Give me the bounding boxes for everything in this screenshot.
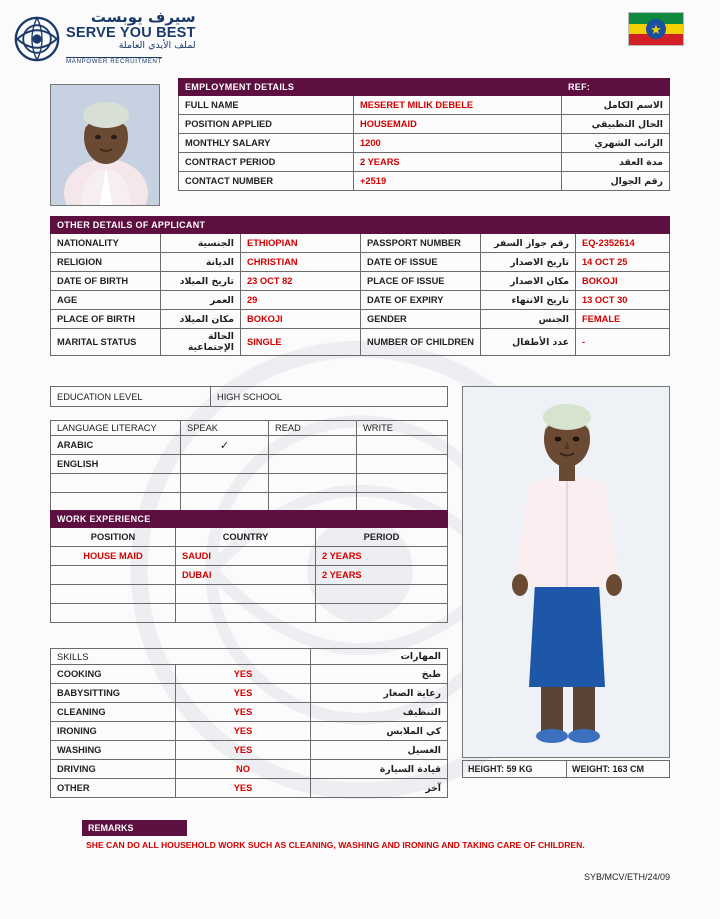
row-label: DATE OF ISSUE bbox=[361, 253, 481, 272]
language-literacy-section bbox=[50, 420, 448, 512]
row-label: PLACE OF BIRTH bbox=[51, 310, 161, 329]
work-period: 2 YEARS bbox=[316, 566, 448, 585]
row-label: CONTRACT PERIOD bbox=[179, 153, 354, 172]
row-value: 23 OCT 82 bbox=[241, 272, 361, 291]
skill-arabic: طبخ bbox=[311, 665, 448, 684]
skills-section bbox=[50, 648, 448, 798]
row-label: RELIGION bbox=[51, 253, 161, 272]
row-arabic: مكان الاصدار bbox=[481, 272, 576, 291]
row-label: GENDER bbox=[361, 310, 481, 329]
skill-value: YES bbox=[176, 684, 311, 703]
education-row bbox=[51, 387, 448, 407]
row-label: DATE OF BIRTH bbox=[51, 272, 161, 291]
row-arabic: تاريخ الانتهاء bbox=[481, 291, 576, 310]
education-band-title: EDUCATION LEVEL bbox=[51, 387, 211, 407]
language-name: ENGLISH bbox=[51, 455, 181, 474]
table-row bbox=[51, 665, 448, 684]
language-write-mark bbox=[357, 493, 448, 512]
measurements-table bbox=[462, 760, 670, 778]
language-speak-mark bbox=[181, 493, 269, 512]
language-write-mark bbox=[357, 474, 448, 493]
row-value: EQ-2352614 bbox=[576, 234, 670, 253]
row-value: FEMALE bbox=[576, 310, 670, 329]
table-row bbox=[51, 547, 448, 566]
table-row bbox=[51, 329, 670, 356]
company-tagline: MANPOWER RECRUITMENT bbox=[66, 57, 162, 65]
language-read-mark bbox=[269, 455, 357, 474]
remarks-text: SHE CAN DO ALL HOUSEHOLD WORK SUCH AS CLEANING, WASHING AND IRONING AND TAKING CARE OF CHILDREN. bbox=[86, 840, 585, 850]
employment-details-table bbox=[178, 78, 670, 191]
employment-details-section bbox=[178, 78, 670, 191]
language-band-row bbox=[51, 421, 448, 436]
work-experience-section bbox=[50, 510, 448, 623]
table-row bbox=[51, 436, 448, 455]
row-arabic: تاريخ الميلاد bbox=[161, 272, 241, 291]
row-label: FULL NAME bbox=[179, 96, 354, 115]
document-reference: SYB/MCV/ETH/24/09 bbox=[583, 872, 670, 882]
table-row bbox=[51, 585, 448, 604]
table-row bbox=[51, 703, 448, 722]
skill-value: YES bbox=[176, 703, 311, 722]
language-col-speak: SPEAK bbox=[181, 421, 269, 436]
education-section bbox=[50, 386, 448, 407]
table-row bbox=[179, 96, 670, 115]
row-label: POSITION APPLIED bbox=[179, 115, 354, 134]
work-position bbox=[51, 566, 176, 585]
language-band-title: LANGUAGE LITERACY bbox=[51, 421, 181, 436]
skill-arabic: قيادة السيارة bbox=[311, 760, 448, 779]
skill-name: WASHING bbox=[51, 741, 176, 760]
language-col-read: READ bbox=[269, 421, 357, 436]
row-arabic: الراتب الشهري bbox=[562, 134, 670, 153]
company-subtitle-arabic: لملف الأيدي العاملة bbox=[118, 39, 196, 51]
language-name bbox=[51, 474, 181, 493]
row-label: AGE bbox=[51, 291, 161, 310]
language-read-mark bbox=[269, 493, 357, 512]
row-value: ETHIOPIAN bbox=[241, 234, 361, 253]
table-row bbox=[51, 253, 670, 272]
employment-band-row bbox=[179, 79, 670, 96]
skills-band-title-arabic: المهارات bbox=[311, 649, 448, 665]
row-value: CHRISTIAN bbox=[241, 253, 361, 272]
table-row bbox=[51, 455, 448, 474]
table-row bbox=[51, 741, 448, 760]
row-arabic: الحال التطبيقي bbox=[562, 115, 670, 134]
table-row bbox=[463, 761, 670, 778]
language-literacy-table bbox=[50, 420, 448, 512]
employment-ref-label: REF: bbox=[562, 79, 670, 96]
row-arabic: رقم جواز السفر bbox=[481, 234, 576, 253]
row-label: MONTHLY SALARY bbox=[179, 134, 354, 153]
row-value: - bbox=[576, 329, 670, 356]
row-arabic: الجنس bbox=[481, 310, 576, 329]
applicant-passport-photo bbox=[50, 84, 160, 206]
work-period: 2 YEARS bbox=[316, 547, 448, 566]
work-col-country: COUNTRY bbox=[176, 528, 316, 547]
table-row bbox=[179, 115, 670, 134]
table-row bbox=[179, 153, 670, 172]
skill-arabic: آخر bbox=[311, 779, 448, 798]
table-row bbox=[51, 684, 448, 703]
ethiopia-flag-icon: ★ bbox=[628, 12, 684, 46]
education-value: HIGH SCHOOL bbox=[211, 387, 448, 407]
skill-name: COOKING bbox=[51, 665, 176, 684]
skill-arabic: التنظيف bbox=[311, 703, 448, 722]
row-value: BOKOJI bbox=[576, 272, 670, 291]
table-row bbox=[51, 760, 448, 779]
language-col-write: WRITE bbox=[357, 421, 448, 436]
skill-value: YES bbox=[176, 779, 311, 798]
applicant-full-body-photo bbox=[462, 386, 670, 758]
row-value: 1200 bbox=[354, 134, 562, 153]
row-arabic: تاريخ الاصدار bbox=[481, 253, 576, 272]
globe-icon bbox=[14, 16, 60, 62]
row-value: HOUSEMAID bbox=[354, 115, 562, 134]
language-read-mark bbox=[269, 474, 357, 493]
work-period bbox=[316, 604, 448, 623]
skills-band-title: SKILLS bbox=[51, 649, 311, 665]
row-label: CONTACT NUMBER bbox=[179, 172, 354, 191]
language-speak-mark bbox=[181, 455, 269, 474]
skill-name: BABYSITTING bbox=[51, 684, 176, 703]
table-row bbox=[51, 272, 670, 291]
row-label: MARITAL STATUS bbox=[51, 329, 161, 356]
table-row bbox=[179, 172, 670, 191]
height-value: HEIGHT: 59 KG bbox=[463, 761, 567, 778]
other-details-band-row bbox=[51, 217, 670, 234]
other-details-table bbox=[50, 216, 670, 356]
work-position bbox=[51, 585, 176, 604]
work-period bbox=[316, 585, 448, 604]
row-arabic: الاسم الكامل bbox=[562, 96, 670, 115]
skill-arabic: الغسيل bbox=[311, 741, 448, 760]
skill-value: YES bbox=[176, 722, 311, 741]
other-details-band-title: OTHER DETAILS OF APPLICANT bbox=[51, 217, 670, 234]
skill-name: IRONING bbox=[51, 722, 176, 741]
row-arabic: مدة العقد bbox=[562, 153, 670, 172]
skill-arabic: كي الملابس bbox=[311, 722, 448, 741]
row-arabic: عدد الأطفال bbox=[481, 329, 576, 356]
table-row bbox=[51, 493, 448, 512]
work-band-row bbox=[51, 511, 448, 528]
table-row bbox=[179, 134, 670, 153]
table-row bbox=[51, 604, 448, 623]
skill-value: YES bbox=[176, 665, 311, 684]
work-position: HOUSE MAID bbox=[51, 547, 176, 566]
work-country: DUBAI bbox=[176, 566, 316, 585]
company-logo bbox=[14, 10, 196, 68]
table-row bbox=[51, 722, 448, 741]
row-arabic: رقم الجوال bbox=[562, 172, 670, 191]
row-value: MESERET MILIK DEBELE bbox=[354, 96, 562, 115]
language-name: ARABIC bbox=[51, 436, 181, 455]
employment-band-title: EMPLOYMENT DETAILS bbox=[179, 79, 562, 96]
skill-value: YES bbox=[176, 741, 311, 760]
row-arabic: الجنسية bbox=[161, 234, 241, 253]
remarks-section bbox=[82, 820, 670, 850]
row-label: PASSPORT NUMBER bbox=[361, 234, 481, 253]
row-arabic: العمر bbox=[161, 291, 241, 310]
skill-value: NO bbox=[176, 760, 311, 779]
language-write-mark bbox=[357, 436, 448, 455]
row-arabic: مكان الميلاد bbox=[161, 310, 241, 329]
work-column-headers bbox=[51, 528, 448, 547]
remarks-band-title: REMARKS bbox=[82, 820, 187, 836]
work-country bbox=[176, 585, 316, 604]
portrait-illustration bbox=[51, 85, 160, 206]
row-value: +2519 bbox=[354, 172, 562, 191]
work-position bbox=[51, 604, 176, 623]
table-row bbox=[51, 310, 670, 329]
company-name-english: SERVE YOU BEST bbox=[66, 24, 196, 41]
table-row bbox=[51, 234, 670, 253]
work-country bbox=[176, 604, 316, 623]
work-col-position: POSITION bbox=[51, 528, 176, 547]
skills-band-row bbox=[51, 649, 448, 665]
skill-name: OTHER bbox=[51, 779, 176, 798]
work-col-period: PERIOD bbox=[316, 528, 448, 547]
language-speak-mark bbox=[181, 474, 269, 493]
document-header bbox=[0, 0, 720, 72]
company-name-arabic: سيرف يوبست bbox=[90, 8, 196, 26]
skills-table bbox=[50, 648, 448, 798]
language-read-mark bbox=[269, 436, 357, 455]
row-value: BOKOJI bbox=[241, 310, 361, 329]
row-arabic: الحالة الإجتماعية bbox=[161, 329, 241, 356]
row-value: 2 YEARS bbox=[354, 153, 562, 172]
language-speak-mark: ✓ bbox=[181, 436, 269, 455]
measurements-section bbox=[462, 760, 670, 778]
weight-value: WEIGHT: 163 CM bbox=[567, 761, 670, 778]
row-label: PLACE OF ISSUE bbox=[361, 272, 481, 291]
row-value: 29 bbox=[241, 291, 361, 310]
skill-name: CLEANING bbox=[51, 703, 176, 722]
education-table bbox=[50, 386, 448, 407]
table-row bbox=[51, 566, 448, 585]
skill-name: DRIVING bbox=[51, 760, 176, 779]
work-experience-table bbox=[50, 510, 448, 623]
work-band-title: WORK EXPERIENCE bbox=[51, 511, 448, 528]
language-write-mark bbox=[357, 455, 448, 474]
row-value: 14 OCT 25 bbox=[576, 253, 670, 272]
table-row bbox=[51, 474, 448, 493]
row-label: DATE OF EXPIRY bbox=[361, 291, 481, 310]
row-label: NUMBER OF CHILDREN bbox=[361, 329, 481, 356]
other-details-section bbox=[50, 216, 670, 356]
row-value: SINGLE bbox=[241, 329, 361, 356]
full-body-illustration bbox=[463, 387, 670, 758]
table-row bbox=[51, 779, 448, 798]
table-row bbox=[51, 291, 670, 310]
language-name bbox=[51, 493, 181, 512]
work-country: SAUDI bbox=[176, 547, 316, 566]
row-arabic: الديانة bbox=[161, 253, 241, 272]
row-value: 13 OCT 30 bbox=[576, 291, 670, 310]
row-label: NATIONALITY bbox=[51, 234, 161, 253]
skill-arabic: رعاية الصغار bbox=[311, 684, 448, 703]
